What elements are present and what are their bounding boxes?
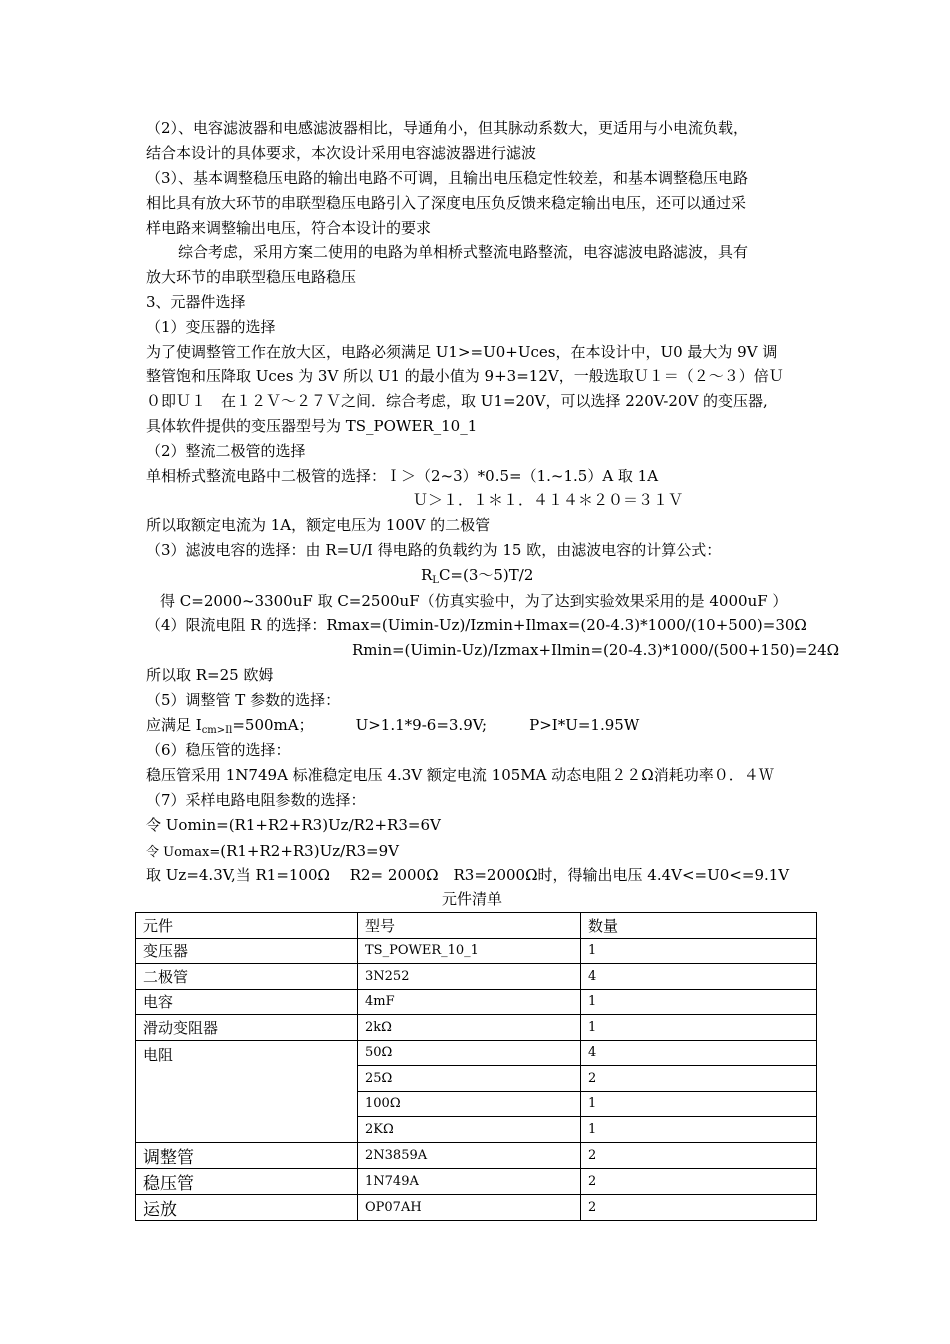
cell-qty: 2 — [581, 1066, 817, 1092]
transformer-line-4: 具体软件提供的变压器型号为 TS_POWER_10_1 — [146, 417, 478, 435]
capacitor-formula — [421, 565, 533, 591]
cell-qty: 1 — [581, 1117, 817, 1143]
table-row — [136, 1015, 817, 1041]
sampling-line-3: 取 Uz=4.3V,当 R1=100Ω R2= 2000Ω R3=2000Ω时，得输出电压 4.4V<=U0<=9.1V — [146, 866, 790, 884]
zener-line-1: 稳压管采用 1N749A 标准稳定电压 4.3V 额定电流 105MA 动态电阻２２Ω消耗功率０．４Ｗ — [146, 766, 774, 784]
formula-rest: C=(3～5)T/2 — [438, 566, 534, 584]
transformer-line-2: 整管饱和压降取 Uces 为 3V 所以 U1 的最小值为 9+3=12V，一般选取Ｕ１＝（２～３）倍Ｕ — [146, 367, 784, 385]
transformer-line-3: ０即Ｕ１ 在１２Ｖ～２７Ｖ之间．综合考虑，取 U1=20V，可以选择 220V-20V 的变压器, — [146, 392, 768, 410]
table-row — [136, 964, 817, 990]
transistor-cond-1: =500mA； — [232, 716, 314, 734]
resistor-line-2: Rmin=(Uimin-Uz)/Izmax+Ilmin=(20-4.3)*1000/(500+150)=24Ω — [352, 641, 840, 659]
formula-subscript: L — [432, 575, 439, 586]
sampling-heading: （7）采样电路电阻参数的选择： — [146, 791, 366, 809]
cell-model: 3N252 — [358, 964, 581, 990]
table-caption: 元件清单 — [442, 890, 503, 908]
cell-model: 2KΩ — [358, 1117, 581, 1143]
paragraph-3-line-1: （3）、基本调整稳压电路的输出电路不可调，且输出电压稳定性较差，和基本调整稳压电路 — [146, 169, 749, 187]
cell-component: 电阻 — [136, 1040, 358, 1142]
cell-qty: 2 — [581, 1194, 817, 1220]
sampling-line-2 — [146, 841, 399, 863]
table-row — [136, 1168, 817, 1194]
cell-model: 2N3859A — [358, 1142, 581, 1168]
sampling-line-1: 令 Uomin=(R1+R2+R3)Uz/R2+R3=6V — [146, 816, 441, 834]
header-model: 型号 — [358, 913, 581, 939]
cell-component: 调整管 — [136, 1142, 358, 1168]
table-row — [136, 1194, 817, 1220]
header-qty: 数量 — [581, 913, 817, 939]
table-row — [136, 989, 817, 1015]
diode-heading: （2）整流二极管的选择 — [146, 442, 306, 460]
cell-model: TS_POWER_10_1 — [358, 938, 581, 964]
table-header-row — [136, 913, 817, 939]
capacitor-result: 得 C=2000~3300uF 取 C=2500uF（仿真实验中，为了达到实验效果采用的是 4000uF ） — [160, 592, 788, 610]
cell-component: 二极管 — [136, 964, 358, 990]
cell-qty: 2 — [581, 1168, 817, 1194]
cell-qty: 1 — [581, 1091, 817, 1117]
cell-component: 稳压管 — [136, 1168, 358, 1194]
diode-line-3: 所以取额定电流为 1A，额定电压为 100V 的二极管 — [146, 516, 491, 534]
table-row — [136, 1040, 817, 1066]
cell-qty: 2 — [581, 1142, 817, 1168]
table-row — [136, 938, 817, 964]
cell-qty: 4 — [581, 964, 817, 990]
cell-qty: 1 — [581, 989, 817, 1015]
transformer-heading: （1）变压器的选择 — [146, 318, 276, 336]
cell-model: 2kΩ — [358, 1015, 581, 1041]
parts-table — [135, 912, 817, 1221]
paragraph-3-line-3: 样电路来调整输出电压，符合本设计的要求 — [146, 219, 432, 237]
cell-component: 电容 — [136, 989, 358, 1015]
cell-model: 100Ω — [358, 1091, 581, 1117]
cell-model: OP07AH — [358, 1194, 581, 1220]
transistor-cond-2: U>1.1*9-6=3.9V; — [355, 716, 488, 734]
capacitor-heading: （3）滤波电容的选择：由 R=U/I 得电路的负载约为 15 欧，由滤波电容的计算公式： — [146, 541, 722, 559]
transistor-heading: （5）调整管 T 参数的选择： — [146, 691, 341, 709]
formula-r: R — [421, 566, 433, 584]
cell-model: 1N749A — [358, 1168, 581, 1194]
diode-line-1: 单相桥式整流电路中二极管的选择：Ｉ＞（2~3）*0.5=（1.~1.5）A 取 1A — [146, 467, 659, 485]
paragraph-3-line-2: 相比具有放大环节的串联型稳压电路引入了深度电压负反馈来稳定输出电压，还可以通过采 — [146, 194, 747, 212]
cell-model: 25Ω — [358, 1066, 581, 1092]
summary-line-1: 综合考虑，采用方案二使用的电路为单相桥式整流电路整流，电容滤波电路滤波，具有 — [178, 243, 749, 261]
zener-heading: （6）稳压管的选择： — [146, 741, 291, 759]
table-row — [136, 1142, 817, 1168]
transformer-line-1: 为了使调整管工作在放大区，电路必须满足 U1>=U0+Uces，在本设计中，U0 最大为 9V 调 — [146, 343, 778, 361]
resistor-line-3: 所以取 R=25 欧姆 — [146, 666, 274, 684]
header-component: 元件 — [136, 913, 358, 939]
summary-line-2: 放大环节的串联型稳压电路稳压 — [146, 268, 357, 286]
cell-component: 滑动变阻器 — [136, 1015, 358, 1041]
paragraph-2-line-1: （2）、电容滤波器和电感滤波器相比，导通角小，但其脉动系数大，更适用与小电流负载， — [146, 119, 749, 137]
transistor-subscript: cm>Il — [201, 725, 233, 736]
sampling-line-2-prefix: 令 Uomax= — [146, 845, 221, 860]
sampling-line-2-rest: (R1+R2+R3)Uz/R3=9V — [220, 842, 399, 860]
transistor-conditions — [146, 715, 639, 741]
cell-qty: 1 — [581, 938, 817, 964]
cell-component: 运放 — [136, 1194, 358, 1220]
resistor-line-1: （4）限流电阻 R 的选择：Rmax=(Uimin-Uz)/Izmin+Ilmax=(20-4.3)*1000/(10+500)=30Ω — [146, 616, 807, 634]
paragraph-2-line-2: 结合本设计的具体要求，本次设计采用电容滤波器进行滤波 — [146, 144, 537, 162]
cell-model: 4mF — [358, 989, 581, 1015]
transistor-prefix: 应满足 I — [146, 716, 202, 734]
cell-component: 变压器 — [136, 938, 358, 964]
cell-qty: 4 — [581, 1040, 817, 1066]
section-3-title: 3、元器件选择 — [146, 293, 246, 311]
diode-line-2: Ｕ＞１．１＊１．４１４＊２０＝３１Ｖ — [413, 491, 684, 509]
cell-qty: 1 — [581, 1015, 817, 1041]
transistor-cond-3: P>I*U=1.95W — [529, 716, 640, 734]
cell-model: 50Ω — [358, 1040, 581, 1066]
